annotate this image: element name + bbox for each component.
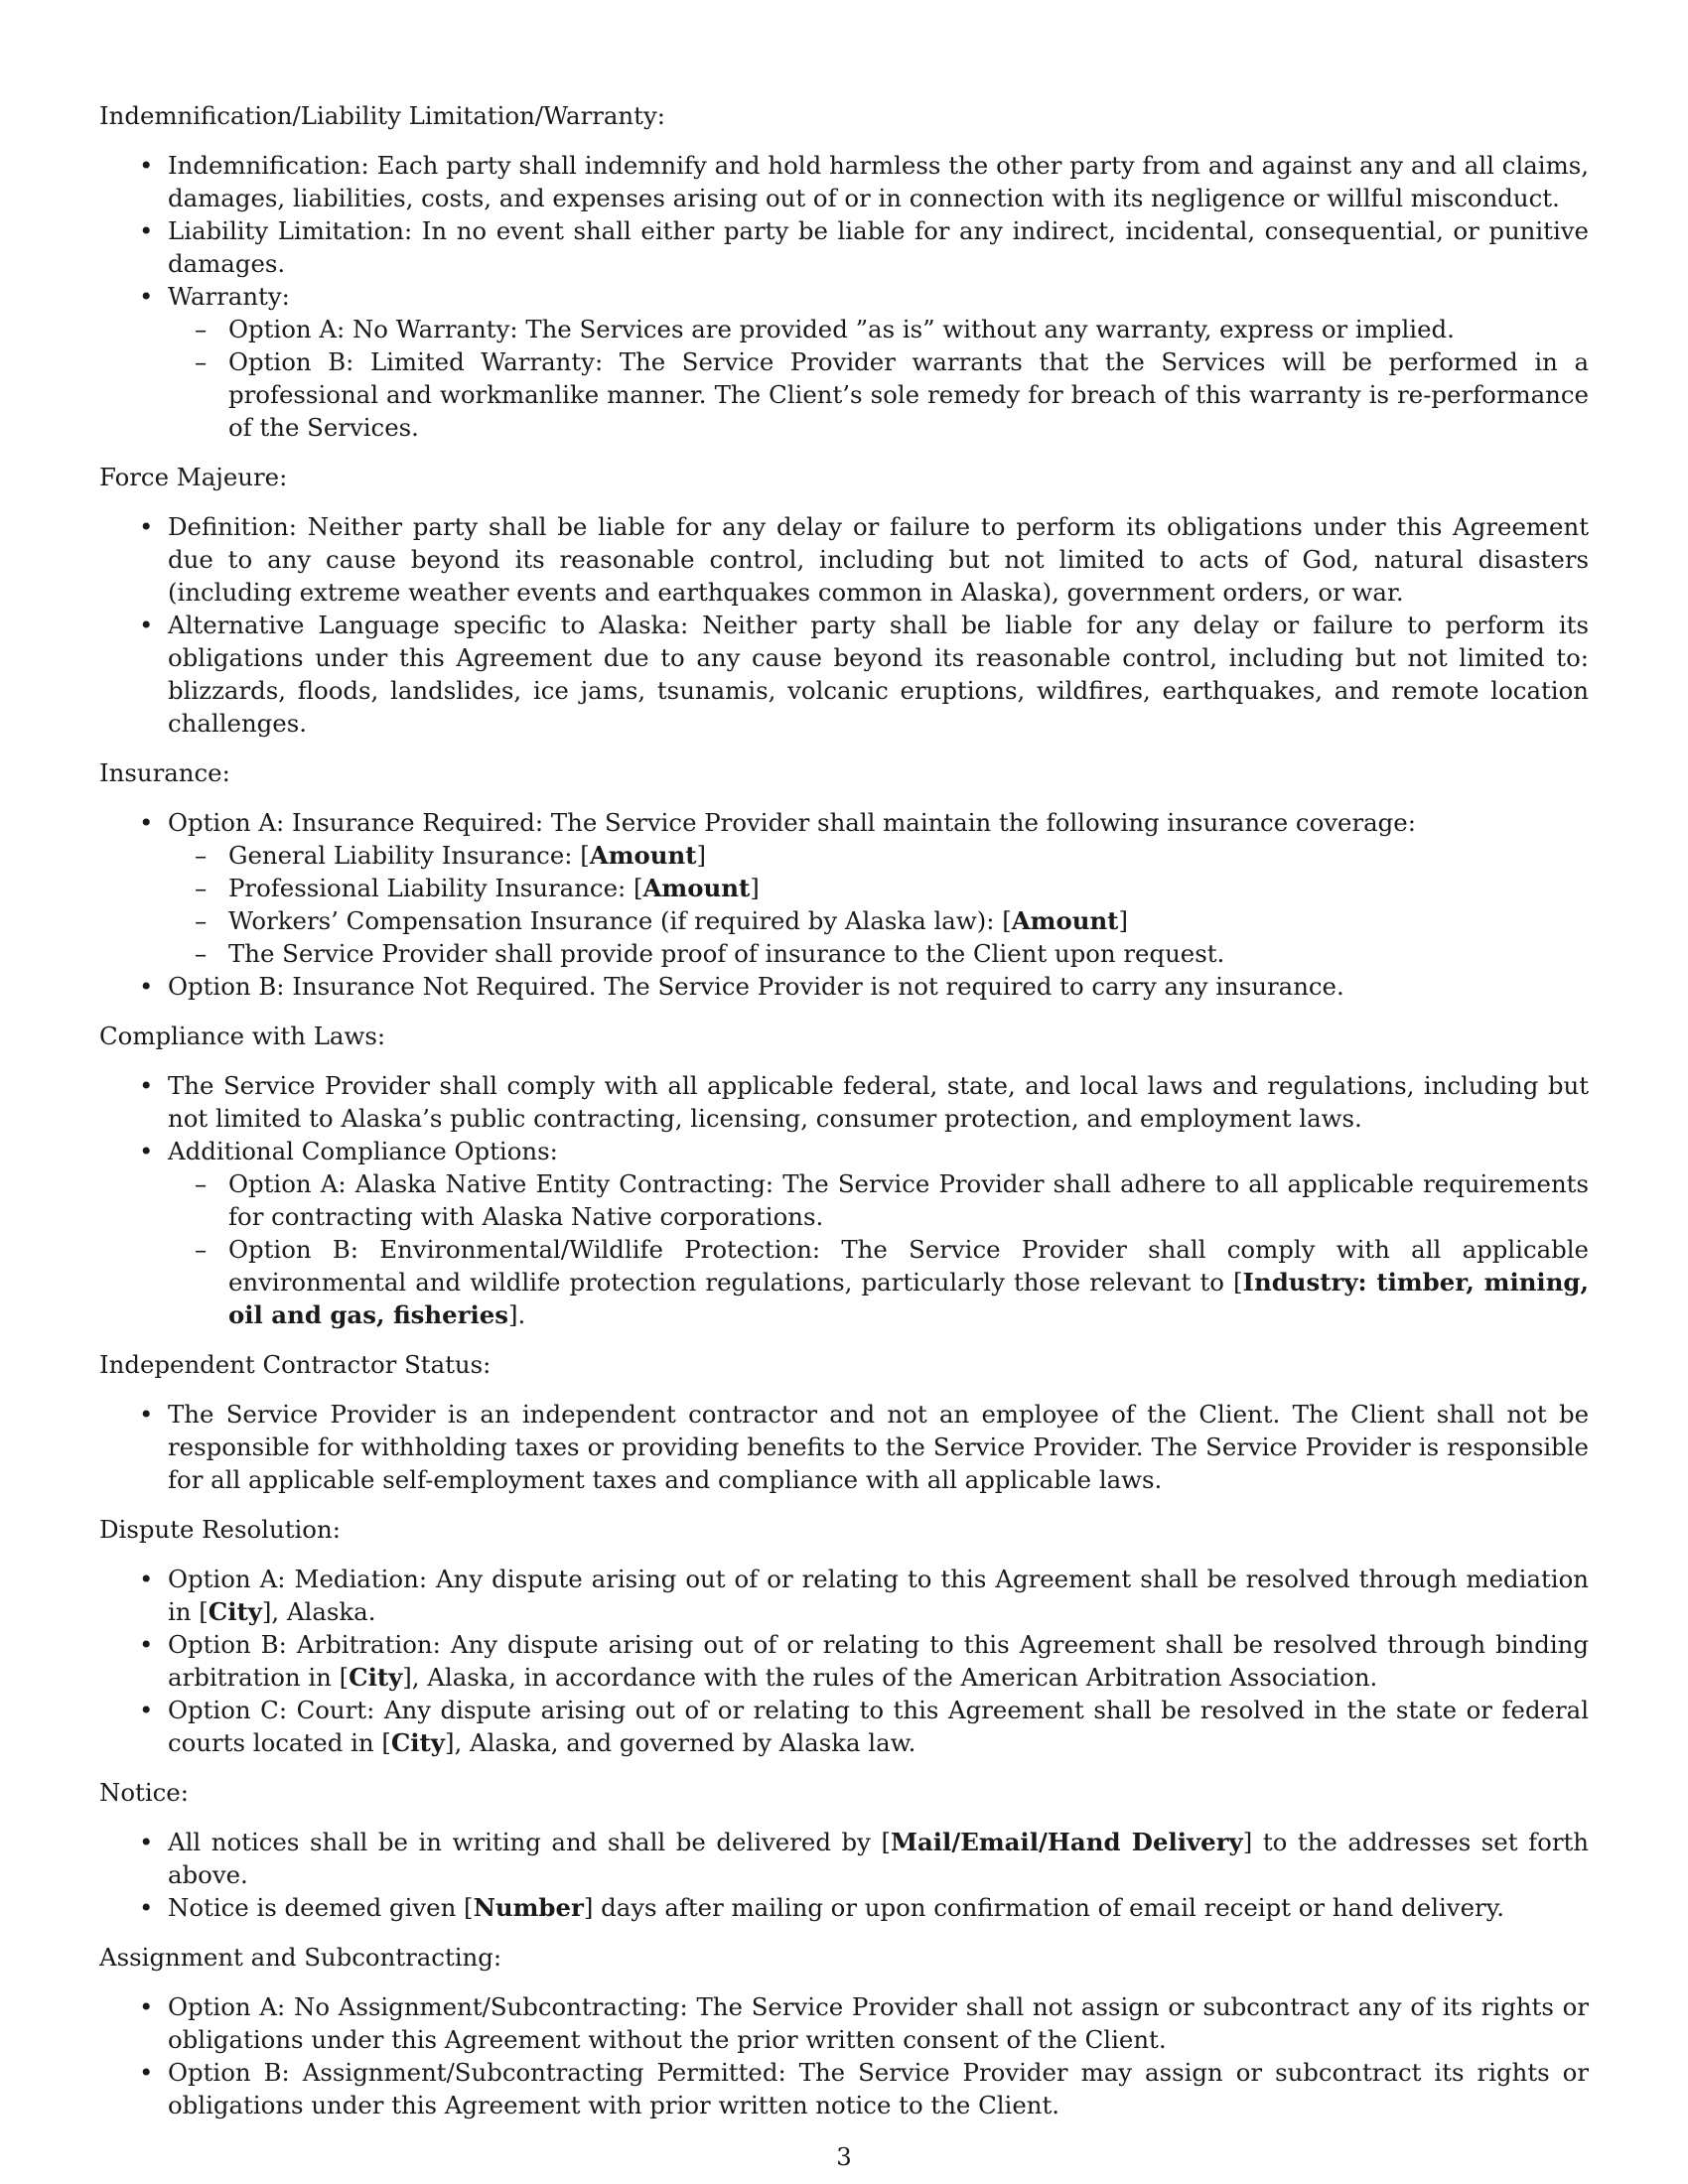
placeholder-delivery: Mail/Email/Hand Delivery [890,1828,1243,1856]
document-page [99,99,1589,2138]
notice-text: Notice is deemed given [ [168,1893,474,1922]
notice-item [99,1891,1589,1924]
list-item: • Liability Limitation: In no event shall either party be liable for any indirect, incidental, consequential, or punitive damages. [99,214,1589,280]
list-item: • The Service Provider shall comply with all applicable federal, state, and local laws and regulations, including but not limited to Alaska’s public contracting, licensing, consumer protection, and employment laws. [99,1069,1589,1135]
dispute-text: Option C: Court: Any dispute arising out of or relating to this Agreement shall be resolved in the state or federal courts located in [ [168,1696,1589,1757]
dispute-text: Option A: Mediation: Any dispute arising out of or relating to this Agreement shall be resolved through mediation in [ [168,1565,1589,1626]
insurance-option-b: • Option B: Insurance Not Required. The Service Provider is not required to carry any insurance. [99,970,1589,1003]
section-title-indemnification: Indemnification/Liability Limitation/Warranty: [99,101,665,130]
placeholder-city: City [390,1728,445,1757]
assignment-list [99,1990,1589,2121]
list-item: • Option A: No Assignment/Subcontracting: The Service Provider shall not assign or subcontract any of its rights or obligations under this Agreement without the prior written consent of the Client. [99,1990,1589,2056]
placeholder-amount: Amount [1011,906,1119,935]
list-item: • Option B: Assignment/Subcontracting Permitted: The Service Provider may assign or subcontract its rights or obligations under this Agreement with prior written notice to the Client. [99,2056,1589,2121]
section-title-dispute: Dispute Resolution: [99,1515,341,1544]
insurance-option-a-text: Option A: Insurance Required: The Service Provider shall maintain the following insurance coverage: [168,808,1416,837]
coverage-proof: – The Service Provider shall provide proof of insurance to the Client upon request. [168,937,1589,970]
coverage-label: Professional Liability Insurance: [ [228,874,643,902]
notice-suffix: ] to the addresses set forth above. [168,1828,1589,1889]
notice-text: All notices shall be in writing and shall be delivered by [ [168,1828,891,1856]
dispute-list [99,1563,1589,1759]
insurance-coverage-list [168,839,1589,970]
coverage-item [168,872,1589,904]
coverage-item [168,839,1589,872]
section-title-assignment: Assignment and Subcontracting: [99,1943,502,1972]
section-title-insurance: Insurance: [99,758,230,787]
contractor-list [99,1398,1589,1496]
coverage-item [168,904,1589,937]
list-item: • The Service Provider is an independent contractor and not an employee of the Client. The Client shall not be responsible for withholding taxes or providing benefits to the Service Provider. The Service Provider is responsible for all applicable self-employment taxes and compliance with all applicable laws. [99,1398,1589,1496]
warranty-option-a: – Option A: No Warranty: The Services are provided ”as is” without any warranty, express or implied. [168,313,1589,345]
compliance-options [168,1167,1589,1331]
warranty-label: Warranty: [168,282,290,311]
notice-item [99,1826,1589,1891]
force-majeure-list [99,510,1589,740]
compliance-option-b [168,1233,1589,1331]
notice-suffix: ] days after mailing or upon confirmation of email receipt or hand delivery. [583,1893,1504,1922]
list-item: • Indemnification: Each party shall indemnify and hold harmless the other party from and against any and all claims, damages, liabilities, costs, and expenses arising out of or in connection with its negligence or willful misconduct. [99,149,1589,214]
warranty-option-b: – Option B: Limited Warranty: The Service Provider warrants that the Services will be performed in a professional and workmanlike manner. The Client’s sole remedy for breach of this warranty is re-performance of the Services. [168,345,1589,444]
page-number: 3 [836,2142,852,2171]
insurance-option-a [99,806,1589,970]
list-item-warranty [99,280,1589,444]
bracket-close: ] [696,841,707,870]
compliance-list [99,1069,1589,1331]
list-item-compliance-options [99,1135,1589,1331]
bracket-close: ] [750,874,760,902]
warranty-options [168,313,1589,444]
dispute-option [99,1628,1589,1694]
notice-list [99,1826,1589,1924]
compliance-option-a: – Option A: Alaska Native Entity Contracting: The Service Provider shall adhere to all applicable requirements for contracting with Alaska Native corporations. [168,1167,1589,1233]
placeholder-industry: Industry: timber, mining, oil and gas, fisheries [228,1268,1589,1329]
dispute-suffix: ], Alaska, in accordance with the rules of the American Arbitration Association. [402,1663,1378,1692]
placeholder-city: City [208,1597,262,1626]
placeholder-city: City [349,1663,403,1692]
list-item: • Definition: Neither party shall be liable for any delay or failure to perform its obligations under this Agreement due to any cause beyond its reasonable control, including but not limited to acts of God, natural disasters (including extreme weather events and earthquakes common in Alaska), government orders, or war. [99,510,1589,609]
section-title-notice: Notice: [99,1778,189,1807]
placeholder-amount: Amount [589,841,697,870]
bracket-close: ] [1118,906,1128,935]
dispute-text: Option B: Arbitration: Any dispute arising out of or relating to this Agreement shall be resolved through binding arbitration in [ [168,1630,1589,1692]
section-title-compliance: Compliance with Laws: [99,1022,386,1050]
dispute-option [99,1694,1589,1759]
coverage-label: Workers’ Compensation Insurance (if required by Alaska law): [ [228,906,1012,935]
compliance-option-b-text: Option B: Environmental/Wildlife Protection: The Service Provider shall comply with all applicable environmental and wildlife protection regulations, particularly those relevant to [ [228,1235,1589,1297]
dispute-suffix: ], Alaska, and governed by Alaska law. [444,1728,916,1757]
indemnification-list [99,149,1589,444]
section-title-force-majeure: Force Majeure: [99,463,288,491]
dispute-suffix: ], Alaska. [261,1597,376,1626]
list-item: • Alternative Language specific to Alaska: Neither party shall be liable for any delay or failure to perform its obligations under this Agreement due to any cause beyond its reasonable control, including but not limited to: blizzards, floods, landslides, ice jams, tsunamis, volcanic eruptions, wildfires, earthquakes, and remote location challenges. [99,609,1589,740]
insurance-list [99,806,1589,1003]
section-title-contractor: Independent Contractor Status: [99,1350,492,1379]
compliance-options-label: Additional Compliance Options: [168,1137,558,1165]
placeholder-number: Number [473,1893,584,1922]
compliance-option-b-suffix: ]. [508,1300,526,1329]
coverage-label: General Liability Insurance: [ [228,841,590,870]
placeholder-amount: Amount [642,874,751,902]
dispute-option [99,1563,1589,1628]
